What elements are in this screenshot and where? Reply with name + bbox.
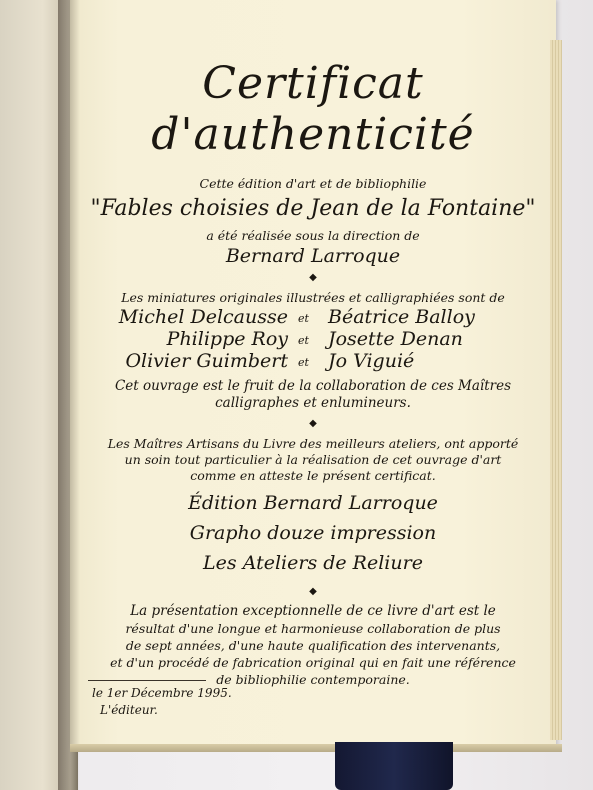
section-ornament: ◆: [309, 418, 317, 429]
collaboration-line: Cet ouvrage est le fruit de la collaboration de ces Maîtres: [114, 378, 512, 394]
artist-name: Josette Denan: [328, 328, 463, 350]
signature-editor: L'éditeur.: [100, 703, 158, 717]
intro-line: a été réalisée sous la direction de: [206, 228, 420, 243]
artist-row: [70, 328, 556, 352]
credit-line: Édition Bernard Larroque: [188, 492, 438, 514]
artisans-line: un soin tout particulier à la réalisation de cet ouvrage d'art: [124, 452, 502, 467]
closing-line: de bibliophilie contemporaine.: [216, 672, 410, 687]
section-ornament: ◆: [309, 272, 317, 283]
artist-joiner: et: [298, 334, 309, 347]
artisans-line: comme en atteste le présent certificat.: [190, 468, 436, 483]
artist-name: Michel Delcausse: [118, 306, 288, 328]
artist-joiner: et: [298, 312, 309, 325]
miniatures-intro: Les miniatures originales illustrées et calligraphiées sont de: [121, 290, 505, 305]
artist-row: [70, 350, 556, 374]
artist-name: Béatrice Balloy: [328, 306, 475, 328]
certificate-text: [70, 0, 556, 748]
artist-name: Jo Viguié: [328, 350, 415, 372]
collaboration-line: calligraphes et enlumineurs.: [215, 395, 411, 411]
signature-rule: [88, 680, 206, 681]
signature-date: le 1er Décembre 1995.: [92, 686, 232, 700]
credit-line: Grapho douze impression: [189, 522, 437, 544]
credit-line: Les Ateliers de Reliure: [203, 552, 423, 574]
artisans-line: Les Maîtres Artisans du Livre des meilleurs ateliers, ont apporté: [107, 436, 519, 451]
section-ornament: ◆: [309, 586, 317, 597]
artist-joiner: et: [298, 356, 309, 369]
closing-line: de sept années, d'une haute qualification des intervenants,: [125, 638, 501, 653]
page-title: Certificat d'authenticité: [151, 58, 475, 160]
artist-row: [70, 306, 556, 330]
closing-line: et d'un procédé de fabrication original qui en fait une référence: [110, 655, 516, 670]
closing-line: résultat d'une longue et harmonieuse collaboration de plus: [125, 621, 501, 636]
intro-line: Cette édition d'art et de bibliophilie: [199, 176, 427, 191]
artist-name: Philippe Roy: [166, 328, 288, 350]
closing-line: La présentation exceptionnelle de ce livre d'art est le: [130, 603, 496, 619]
artist-name: Olivier Guimbert: [125, 350, 288, 372]
director-name: Bernard Larroque: [225, 245, 401, 267]
bookmark-ribbon: [335, 742, 453, 790]
book-title: "Fables choisies de Jean de la Fontaine": [90, 196, 536, 221]
